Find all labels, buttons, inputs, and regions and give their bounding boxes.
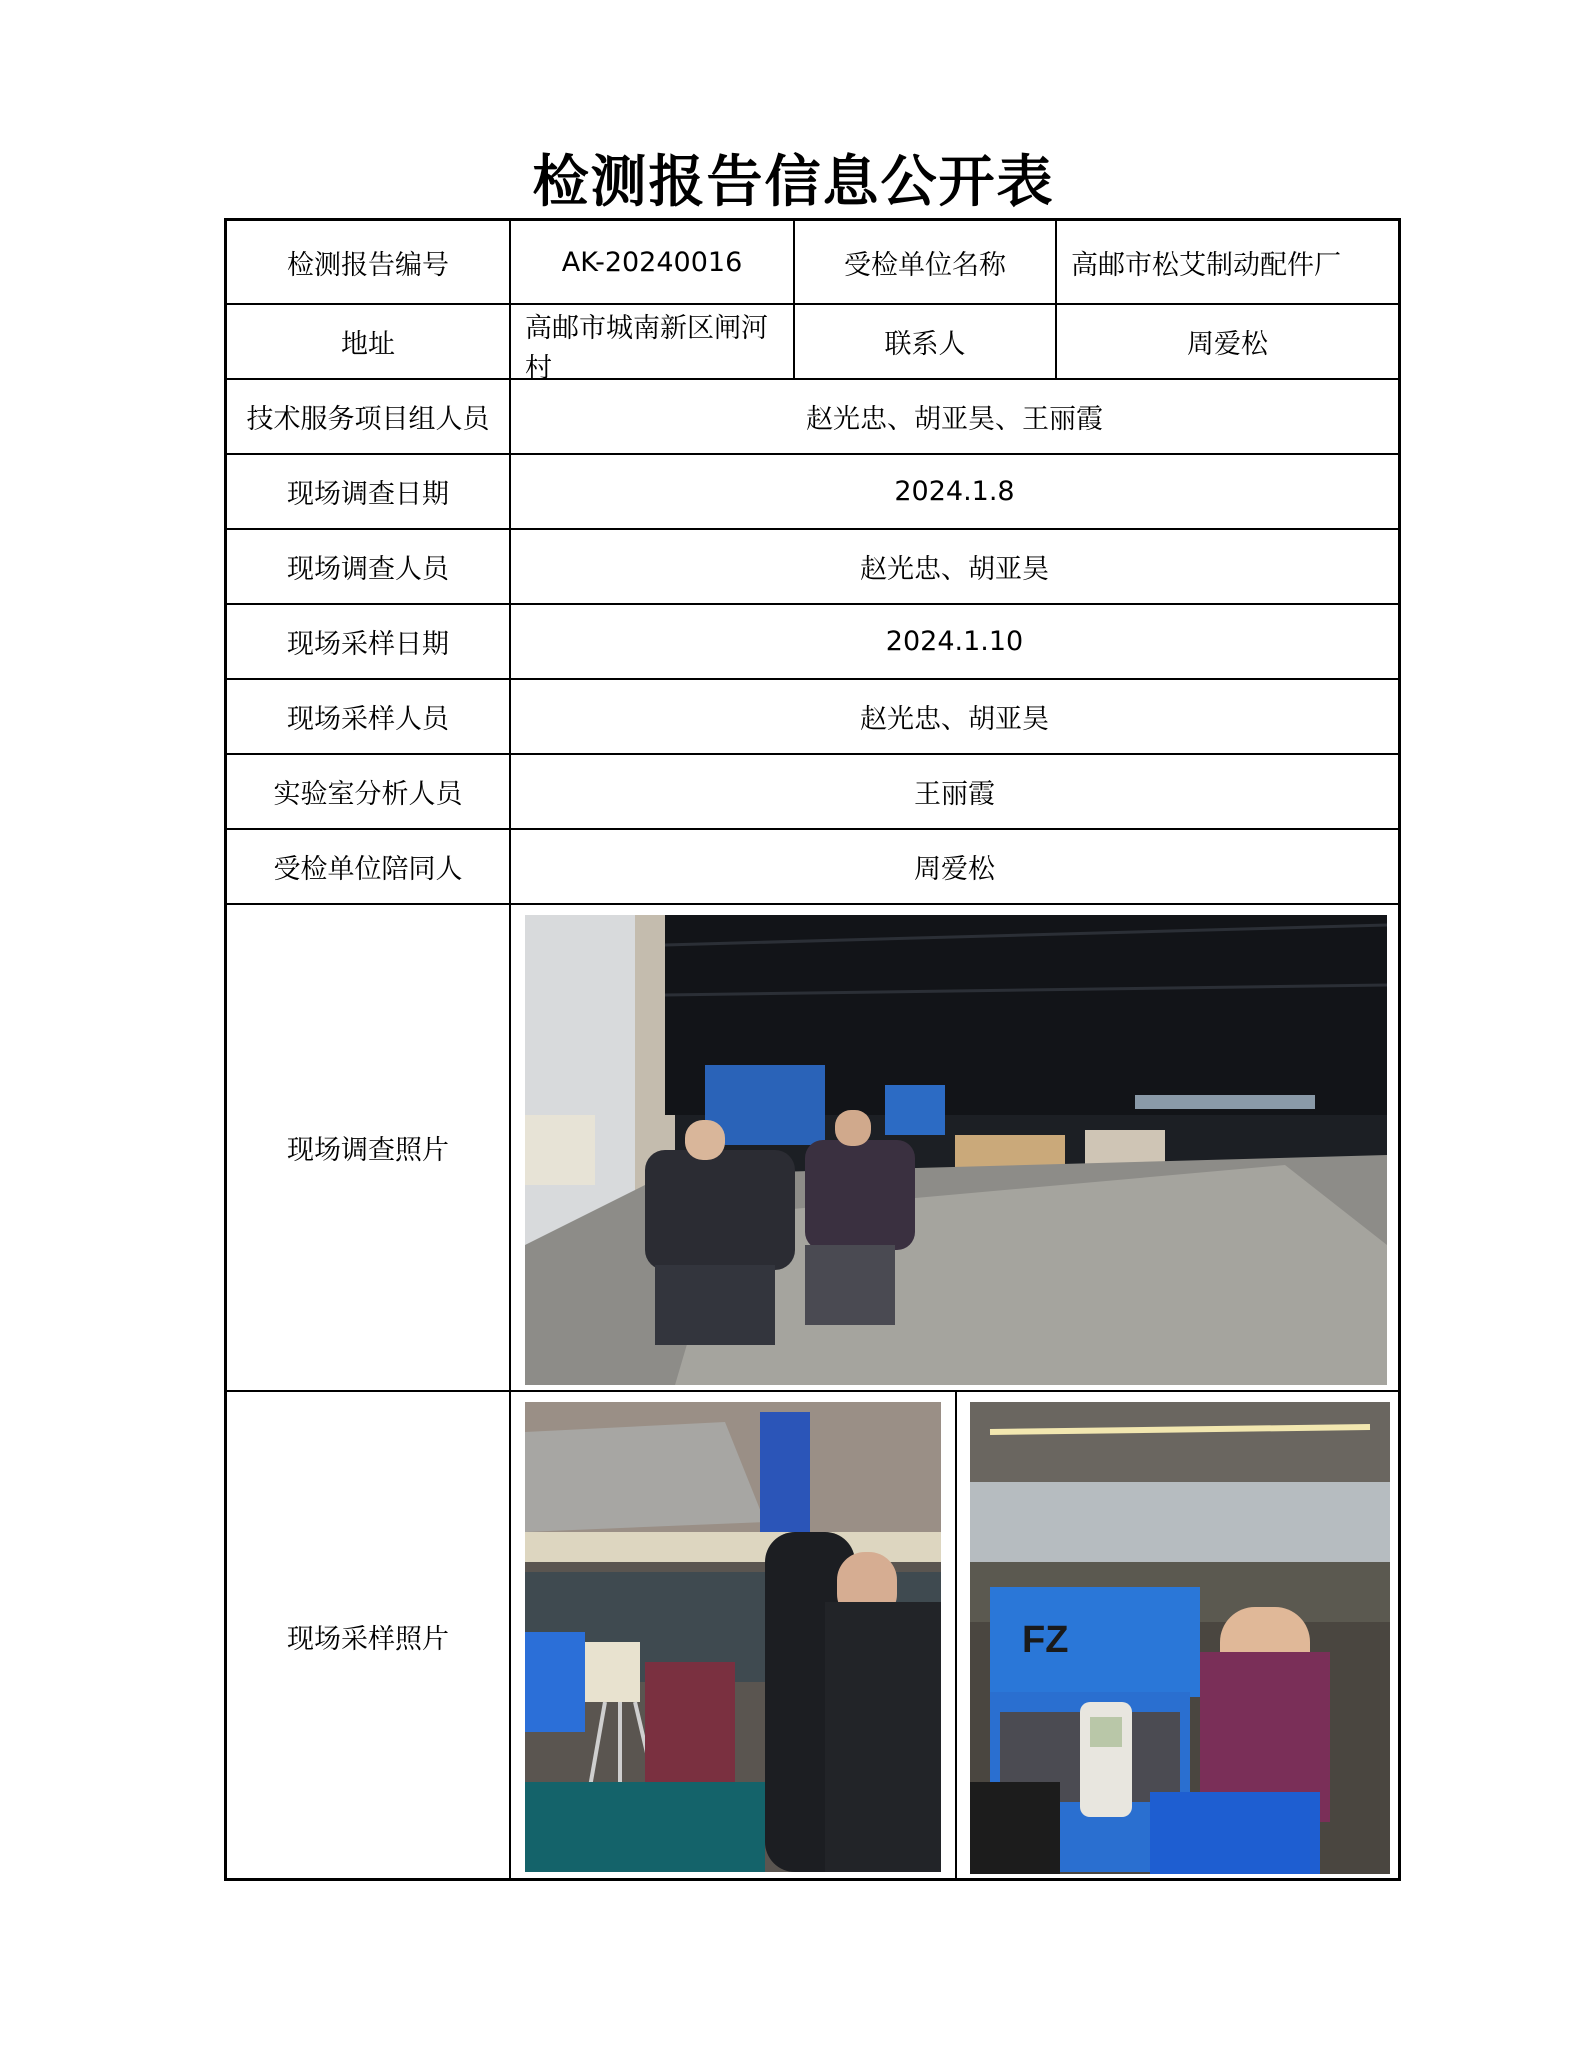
sampling-photo-left — [525, 1402, 941, 1872]
info-table — [224, 218, 1401, 1881]
sampling-photo-right — [970, 1402, 1390, 1874]
escort-value: 周爱松 — [914, 854, 995, 885]
team-label: 技术服务项目组人员 — [227, 380, 511, 453]
sampling-date-label: 现场采样日期 — [227, 605, 511, 678]
team-value: 赵光忠、胡亚昊、王丽霞 — [806, 404, 1103, 435]
survey-staff-value: 赵光忠、胡亚昊 — [860, 554, 1049, 585]
photo-divider — [955, 1392, 957, 1881]
survey-photo — [525, 915, 1387, 1385]
unit-name-label: 受检单位名称 — [795, 221, 1057, 303]
sampling-photo-label: 现场采样照片 — [227, 1392, 511, 1881]
table-row — [227, 1392, 1398, 1881]
unit-name-value: 高邮市松艾制动配件厂 — [1071, 249, 1341, 281]
table-row — [227, 530, 1398, 605]
table-row — [227, 905, 1398, 1392]
page-title: 检测报告信息公开表 — [532, 149, 1055, 215]
table-row — [227, 755, 1398, 830]
survey-date-value: 2024.1.8 — [894, 476, 1015, 507]
table-row — [227, 221, 1398, 305]
report-no-value: AK-20240016 — [511, 221, 795, 303]
contact-label: 联系人 — [795, 305, 1057, 378]
sampling-staff-label: 现场采样人员 — [227, 680, 511, 753]
report-no-label: 检测报告编号 — [227, 221, 511, 303]
table-row — [227, 380, 1398, 455]
table-row — [227, 830, 1398, 905]
address-value: 高邮市城南新区闸河村 — [511, 305, 795, 378]
contact-value: 周爱松 — [1187, 329, 1268, 360]
sampling-date-value: 2024.1.10 — [885, 626, 1024, 657]
escort-label: 受检单位陪同人 — [227, 830, 511, 903]
lab-staff-label: 实验室分析人员 — [227, 755, 511, 828]
sampling-staff-value: 赵光忠、胡亚昊 — [860, 704, 1049, 735]
table-row — [227, 305, 1398, 384]
lab-staff-value: 王丽霞 — [914, 779, 995, 810]
table-row — [227, 455, 1398, 530]
table-row — [227, 605, 1398, 680]
survey-photo-label: 现场调查照片 — [227, 905, 511, 1390]
basket-label: FZ — [1022, 1619, 1069, 1661]
survey-staff-label: 现场调查人员 — [227, 530, 511, 603]
survey-date-label: 现场调查日期 — [227, 455, 511, 528]
table-row — [227, 680, 1398, 755]
address-label: 地址 — [227, 305, 511, 378]
